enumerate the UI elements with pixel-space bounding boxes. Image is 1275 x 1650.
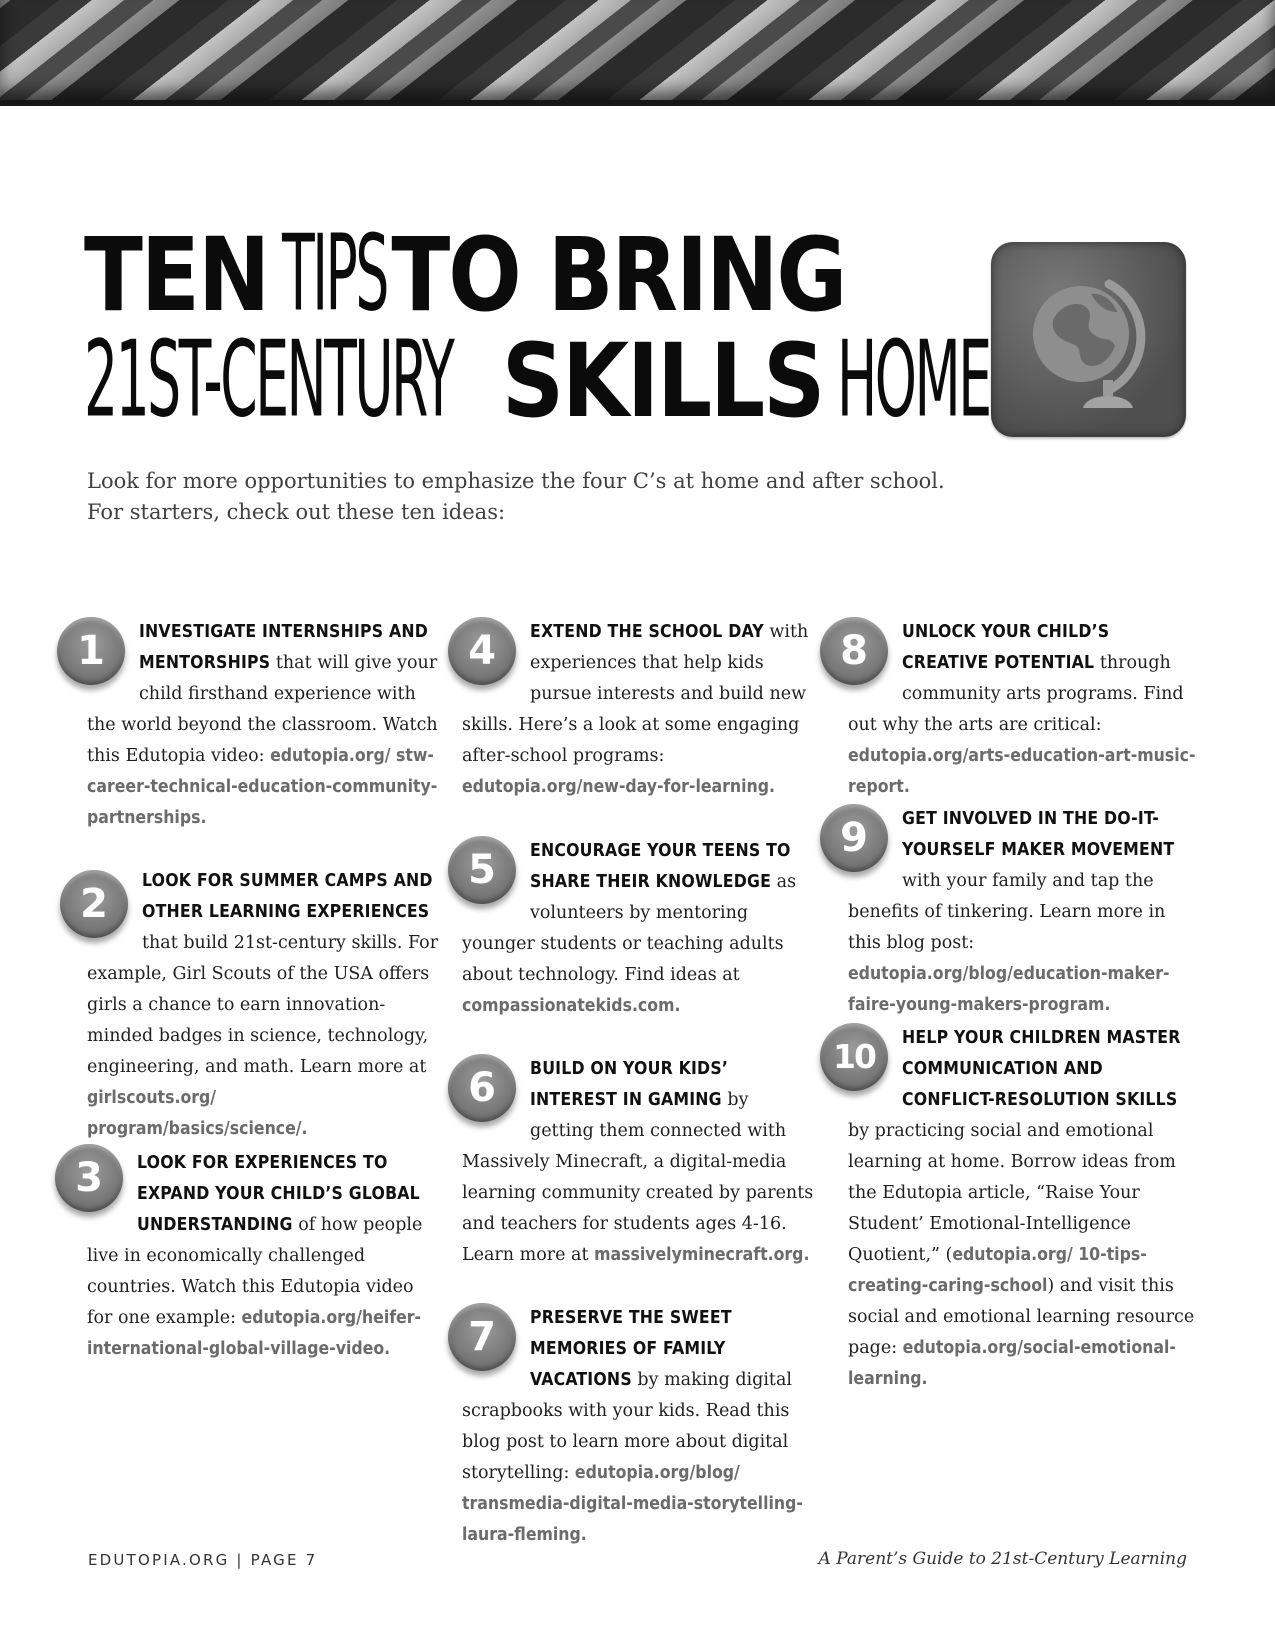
number-badge-9: 9 [820,804,888,872]
link[interactable]: edutopia.org/ stw-career-technical-education-community-partnerships. [87,746,438,828]
link[interactable]: compassionatekids.com. [462,996,681,1016]
intro-text: Look for more opportunities to emphasize the four C’s at home and after school. For starters, check out these ten ideas: [87,469,945,524]
tip-5: 5 ENCOURAGE YOUR TEENS TO SHARE THEIR KNOWLEDGE as volunteers by mentoring younger students or teaching adults about technology. Find ideas at compassionatekids.com. [462,836,814,1022]
number-badge-3: 3 [55,1144,123,1212]
number-badge-6: 6 [448,1054,516,1122]
tip-10: 10 HELP YOUR CHILDREN MASTER COMMUNICATION AND CONFLICT-RESOLUTION SKILLS by practicing social and emotional learning at home. Borrow ideas from the Edutopia article, “Raise Your Student’ Emotional-Intelligence Quotient,” (edutopia.org/ 10-tips-creating-caring-school) and visit this social and emotional learning resource page: edutopia.org/social-emotional-learning. [848,1023,1200,1395]
footer-page-number: EDUTOPIA.ORG | PAGE 7 [88,1551,318,1569]
title-word: SKILLS [501,321,824,441]
tip-7: 7 PRESERVE THE SWEET MEMORIES OF FAMILY VACATIONS by making digital scrapbooks with your kids. Read this blog post to learn more about digital storytelling: edutopia.org/blog/ transmedia-digital-media-storytelling-laura-fleming. [462,1303,814,1551]
number-badge-2: 2 [60,870,128,938]
tip-8: 8 UNLOCK YOUR CHILD’S CREATIVE POTENTIAL through community arts programs. Find out why the arts are critical: edutopia.org/arts-education-art-music-report. [848,617,1200,803]
link[interactable]: edutopia.org/heifer-international-global-village-video. [87,1308,422,1359]
link[interactable]: girlscouts.org/ program/basics/science/. [87,1088,308,1139]
footer-guide-title: A Parent’s Guide to 21st-Century Learning [818,1549,1187,1569]
title-word: 21ST-CENTURY [84,317,453,441]
tip-6: 6 BUILD ON YOUR KIDS’ INTEREST IN GAMING by getting them connected with Massively Minecraft, a digital-media learning community created by parents and teachers for students ages 4-16. Learn more at massivelyminecraft.org. [462,1054,814,1271]
link[interactable]: edutopia.org/arts-education-art-music-report. [848,746,1196,797]
link[interactable]: edutopia.org/new-day-for-learning. [462,777,776,797]
tip-4: 4 EXTEND THE SCHOOL DAY with experiences that help kids pursue interests and build new skills. Here’s a look at some engaging after-school programs: edutopia.org/new-day-for-learning. [462,617,814,803]
link[interactable]: edutopia.org/ 10-tips-creating-caring-school [848,1245,1147,1296]
tip-1: 1 INVESTIGATE INTERNSHIPS AND MENTORSHIPS that will give your child firsthand experience with the world beyond the classroom. Watch this Edutopia video: edutopia.org/ stw-career-technical-education-community-partnerships. [87,617,439,834]
header-banner [0,0,1275,106]
tip-3: 3 LOOK FOR EXPERIENCES TO EXPAND YOUR CHILD’S GLOBAL UNDERSTANDING of how people live in economically challenged countries. Watch this Edutopia video for one example: edutopia.org/heifer-international-global-village-video. [87,1148,439,1365]
link[interactable]: edutopia.org/social-emotional-learning. [848,1338,1176,1389]
title-word: TIPS [282,211,388,335]
title-word: HOME [837,317,990,441]
link[interactable]: edutopia.org/blog/education-maker-faire-young-makers-program. [848,964,1170,1015]
number-badge-4: 4 [448,617,516,685]
page-title [84,211,990,442]
number-badge-10: 10 [820,1023,888,1091]
link[interactable]: edutopia.org/blog/ transmedia-digital-media-storytelling-laura-fleming. [462,1463,803,1545]
tip-2: 2 LOOK FOR SUMMER CAMPS AND OTHER LEARNING EXPERIENCES that build 21st-century skills. For example, Girl Scouts of the USA offers girls a chance to earn innovation-minded badges in science, technology, engineering, and math. Learn more at girlscouts.org/ program/basics/science/. [87,866,439,1145]
title-word: TEN [84,215,269,335]
tip-9: 9 GET INVOLVED IN THE DO-IT-YOURSELF MAKER MOVEMENT with your family and tap the benefits of tinkering. Learn more in this blog post: edutopia.org/blog/education-maker-faire-young-makers-program. [848,804,1200,1021]
number-badge-1: 1 [57,617,125,685]
title-word: TO BRING [391,215,846,335]
link[interactable]: massivelyminecraft.org. [594,1245,810,1265]
number-badge-7: 7 [448,1303,516,1371]
globe-icon [991,242,1186,437]
number-badge-5: 5 [448,836,516,904]
number-badge-8: 8 [820,617,888,685]
